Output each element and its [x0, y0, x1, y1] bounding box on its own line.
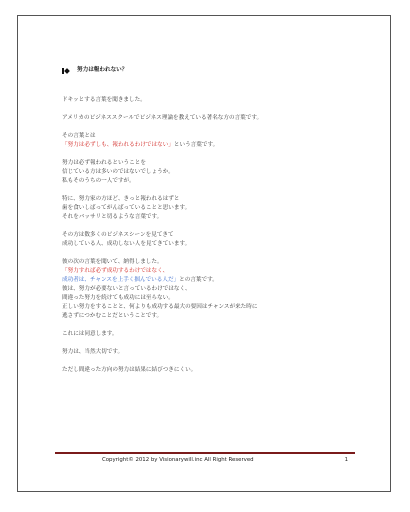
highlight-quote-red: 「努力は必ずしも、報われるわけではない」 — [62, 142, 174, 148]
heading-text: 努力は報われない？ — [77, 67, 128, 73]
copyright-notice: Copyright© 2012 by Visionarywill.inc All Right Reserved — [102, 457, 254, 463]
paragraph-3: その言葉とは 「努力は必ずしも、報われるわけではない」という言葉です。 — [62, 133, 219, 148]
paragraph-6: その方は数多くのビジネスシーンを見てきて 成功している人、成功しない人を見てきています。 — [62, 232, 191, 247]
highlight-quote-blue: 成功者は、チャンスを上手く掴んでいる人だ」 — [62, 277, 180, 283]
page-footer — [62, 457, 348, 463]
paragraph-9: 努力は、当然大切です。 — [62, 349, 124, 355]
paragraph-7: 彼の次の言葉を聞いて、納得しました。 「努力すれば必ず成功するわけではなく、 成功者は、チャンスを上手く掴んでいる人だ」との言葉です。 彼は、努力が必要ないと言っているわけではなく、 間違った努力を続けても成功には至らない。 正しい努力をすることと、何よりも成功する最大の要因はチャンスが来た時に 逃さずにつかむことだということです。 — [62, 258, 362, 321]
paragraph-8: これには同意します。 — [62, 331, 118, 337]
paragraph-4: 努力は必ず報われるということを 信じている方は多いのではないでしょうか。 私もそのうちの一人ですが。 — [62, 160, 174, 184]
paragraph-1: ドキッとする言葉を聞きました。 — [62, 97, 146, 103]
document-body — [62, 66, 362, 384]
paragraph-5: 特に、努力家の方ほど、きっと報われるはずと 歯を食いしばってがんばっていることと思います。 それをバッサリと切るような言葉です。 — [62, 196, 191, 220]
page-number: 1 — [344, 457, 348, 463]
paragraph-2: アメリカのビジネススクールでビジネス理論を教えている著名な方の言葉です。 — [62, 115, 263, 121]
paragraph-10: ただし間違った方向の努力は結果に結びつきにくい。 — [62, 367, 197, 373]
diamond-bullet-icon — [62, 68, 69, 74]
section-heading — [62, 66, 362, 75]
footer-divider — [55, 452, 355, 454]
highlight-quote-red: 「努力すれば必ず成功するわけではなく、 — [62, 268, 169, 274]
document-page — [17, 15, 391, 492]
